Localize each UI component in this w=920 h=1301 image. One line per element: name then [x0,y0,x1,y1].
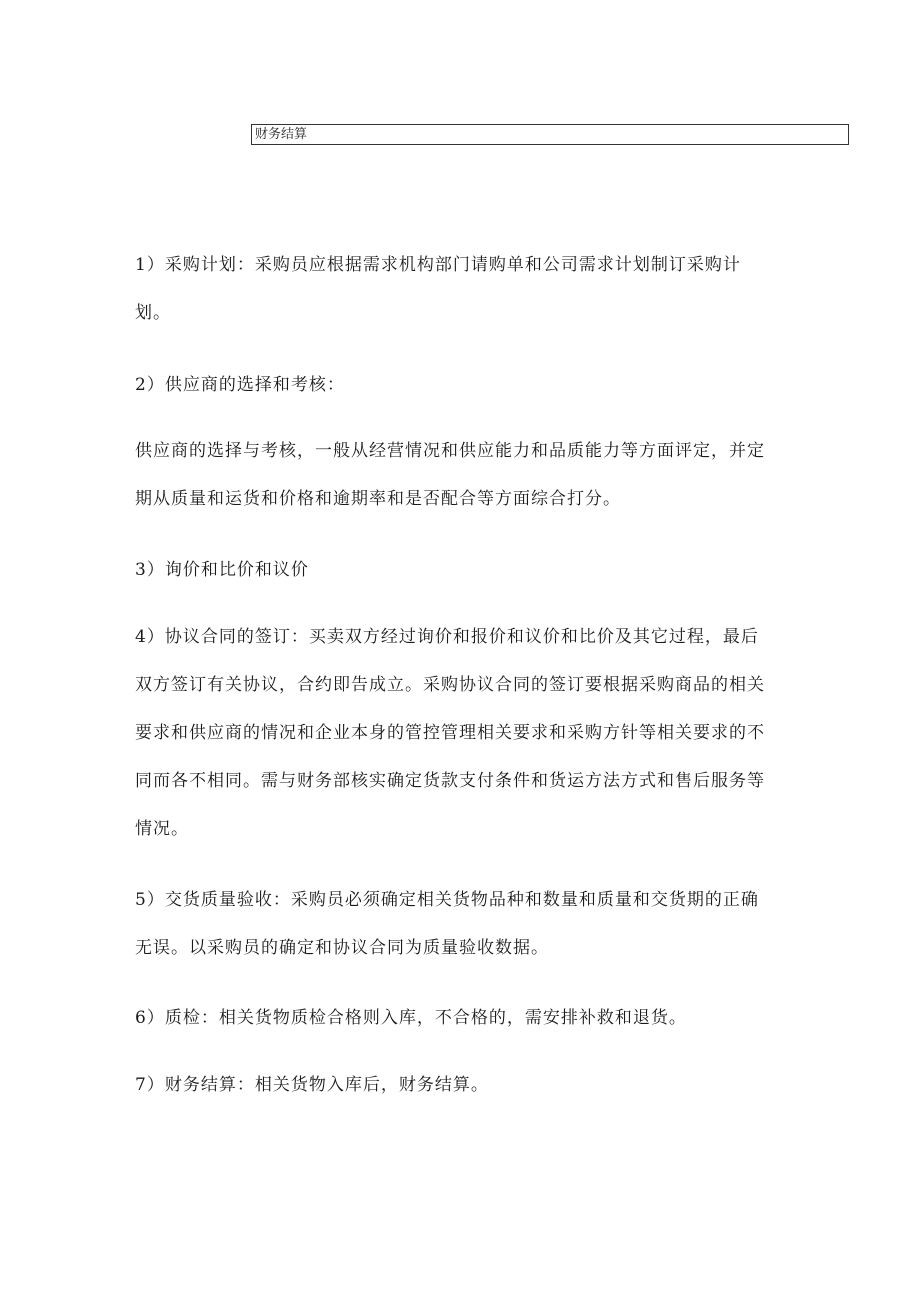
text-line: 5）交货质量验收：采购员必须确定相关货物品种和数量和质量和交货期的正确 [135,890,759,910]
paragraph-delivery-inspection [135,876,845,972]
paragraph-inquiry-pricing [135,546,845,594]
text-line: 1）采购计划：采购员应根据需求机构部门请购单和公司需求计划制订采购计 [135,255,741,275]
text-line: 2）供应商的选择和考核： [135,375,345,395]
paragraph-quality-check [135,994,845,1042]
text-line: 双方签订有关协议，合约即告成立。采购协议合同的签订要根据采购商品的相关 [135,675,765,695]
paragraph-contract-signing [135,613,845,853]
text-line: 划。 [135,303,171,323]
text-line: 同而各不相同。需与财务部核实确定货款支付条件和货运方法方式和售后服务等 [135,771,765,791]
text-line: 要求和供应商的情况和企业本身的管控管理相关要求和采购方针等相关要求的不 [135,723,765,743]
text-line: 期从质量和运货和价格和逾期率和是否配合等方面综合打分。 [135,489,621,509]
text-line: 3）询价和比价和议价 [135,560,309,580]
paragraph-supplier-selection-heading [135,361,845,409]
text-line: 无误。以采购员的确定和协议合同为质量验收数据。 [135,938,549,958]
text-line: 7）财务结算：相关货物入库后，财务结算。 [135,1075,489,1095]
text-line: 情况。 [135,819,189,839]
paragraph-procurement-plan [135,241,845,337]
paragraph-financial-settlement [135,1061,845,1109]
text-line: 供应商的选择与考核，一般从经营情况和供应能力和品质能力等方面评定，并定 [135,441,765,461]
text-line: 4）协议合同的签订：买卖双方经过询价和报价和议价和比价及其它过程，最后 [135,627,759,647]
text-line: 6）质检：相关货物质检合格则入库，不合格的，需安排补救和退货。 [135,1008,687,1028]
paragraph-supplier-evaluation [135,427,845,523]
header-label-box: 财务结算 [251,124,849,145]
